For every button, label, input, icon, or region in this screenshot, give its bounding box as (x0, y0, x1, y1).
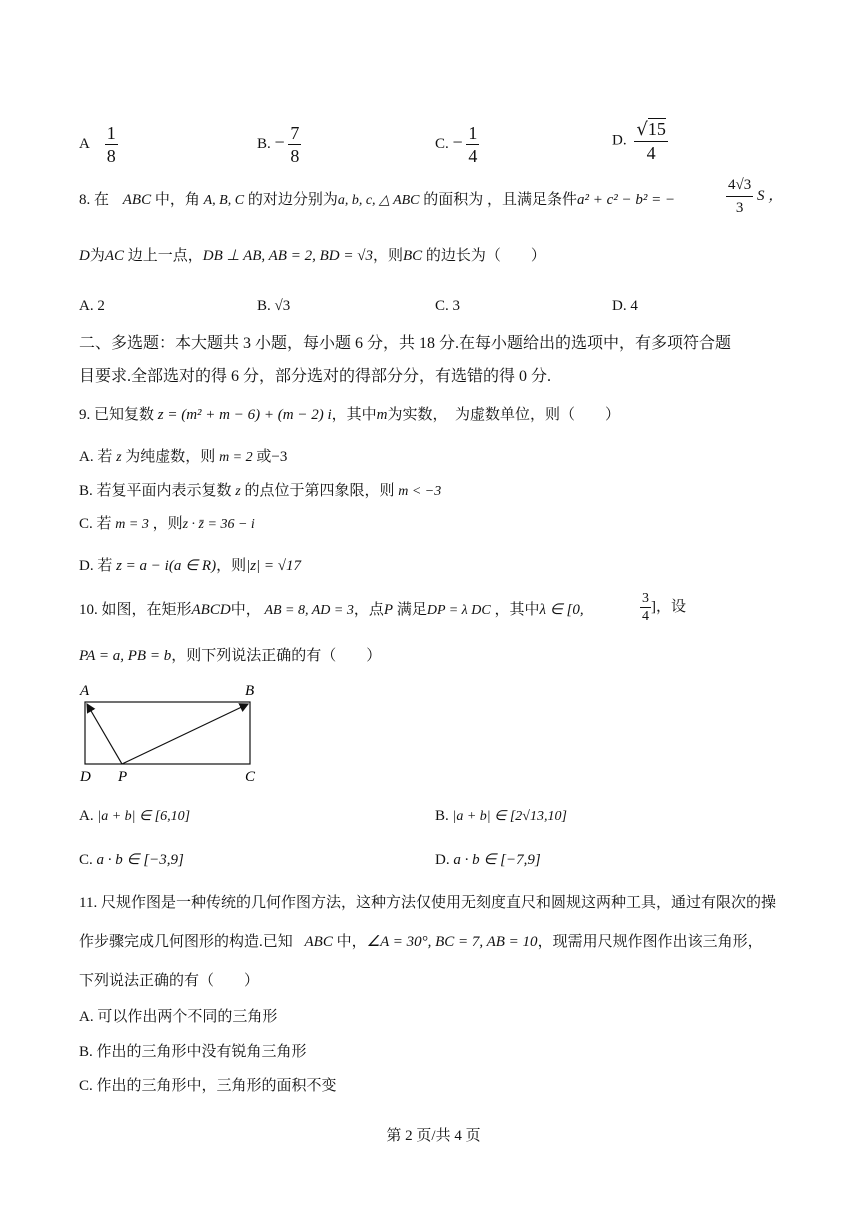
math: ∠A = 30°, BC = 7, AB = 10 (366, 934, 538, 950)
math: D (79, 248, 90, 264)
rectangle-abcd (85, 702, 250, 764)
text: C. 若 (79, 516, 112, 532)
numerator: 1 (106, 123, 116, 143)
math: A, B, C (203, 193, 245, 208)
option-label: B. (257, 298, 271, 314)
q10-stem-line1 (79, 600, 584, 621)
text: 为纯虚数，则 (125, 449, 216, 465)
math: AC (104, 248, 125, 264)
denominator: 8 (106, 146, 116, 166)
q8-stem-line1 (79, 190, 675, 211)
text: ，则 (152, 516, 183, 532)
q11-stem-line2 (79, 932, 763, 952)
q10-option-a (79, 806, 190, 827)
math: BC (402, 248, 423, 264)
math: λ ∈ [0, (539, 602, 584, 618)
q8-option-c: C. 3 (435, 298, 461, 314)
math: z = (m² + m − 6) + (m − 2) i (157, 407, 332, 423)
text: ，其中 (331, 407, 377, 423)
text: 的面积为 ，且满足条件 (423, 192, 578, 208)
numerator: √15 (636, 119, 666, 140)
text: 为 (89, 248, 105, 264)
denominator: 4 (468, 146, 478, 166)
q9-option-b (79, 481, 441, 502)
option-label: C. (435, 135, 449, 152)
radicand: 15 (647, 119, 666, 139)
label-d: D (80, 769, 91, 785)
fraction (288, 122, 301, 167)
option-label: B. (257, 135, 271, 152)
minus-sign: − (274, 131, 285, 152)
option-label: A (79, 135, 90, 152)
vector-pb (122, 704, 248, 764)
denominator: 4 (642, 609, 649, 624)
option-label: D. (612, 132, 627, 149)
text: 的对边分别为 (247, 192, 338, 208)
text: 为实数， 为虚数单位，则（ ） (387, 407, 620, 423)
text: 中，角 (154, 192, 200, 208)
math: ABCD (191, 602, 231, 618)
q11-option-b: B. 作出的三角形中没有锐角三角形 (79, 1044, 307, 1060)
fraction (640, 590, 651, 625)
math: −3 (271, 449, 288, 465)
minus-sign: − (452, 131, 463, 152)
option-label: C. (79, 852, 93, 868)
q9-option-a (79, 447, 287, 468)
math: S ， (756, 187, 784, 204)
q8-option-b (257, 296, 290, 316)
q10-stem-fraction (640, 590, 686, 625)
text: 10. 如图，在矩形 (79, 602, 192, 618)
numerator: 7 (290, 123, 300, 143)
math: m (376, 407, 388, 423)
math: ABC (122, 192, 152, 208)
q7-option-a (79, 122, 118, 167)
q9-option-c (79, 514, 255, 535)
numerator: 4√3 (726, 174, 753, 197)
q11-option-c: C. 作出的三角形中，三角形的面积不变 (79, 1078, 337, 1094)
label-c: C (245, 769, 256, 785)
q9-stem (79, 405, 620, 425)
fraction (105, 122, 118, 167)
q10-option-b (435, 806, 567, 827)
text: 的点位于第四象限，则 (244, 483, 395, 499)
vector-pa (87, 704, 122, 764)
page-footer: 第 2 页/共 4 页 (386, 1128, 481, 1144)
q8-fraction (726, 174, 783, 219)
text: ，点 (353, 602, 384, 618)
q8-stem-line2 (79, 246, 546, 266)
text: ，则下列说法正确的有（ ） (171, 648, 382, 664)
q11-stem-line3: 下列说法正确的有（ ） (79, 973, 260, 989)
text: 或 (256, 449, 272, 465)
text: 中， (230, 602, 261, 618)
q7-option-c (435, 122, 479, 167)
option-label: B. (435, 808, 449, 824)
fraction (466, 122, 479, 167)
text: 9. 已知复数 (79, 407, 155, 423)
q11-option-a: A. 可以作出两个不同的三角形 (79, 1009, 278, 1025)
fraction (634, 118, 667, 164)
math: DB ⊥ AB, AB = 2, BD = √3 (202, 248, 373, 264)
text: 的边长为（ ） (425, 248, 546, 264)
numerator: 3 (642, 591, 649, 606)
math: z (116, 450, 122, 465)
section-heading-line1: 二、多选题：本大题共 3 小题，每小题 6 分，共 18 分.在每小题给出的选项中，有多项符合题 (79, 335, 732, 352)
math: a, b, c, △ ABC (337, 193, 420, 208)
math: a · b ∈ [−7,9] (453, 852, 541, 868)
option-label: A. (79, 808, 94, 824)
math: z = a − i(a ∈ R) (116, 558, 217, 574)
math: m < −3 (398, 484, 442, 499)
numerator: 1 (468, 123, 478, 143)
text: ，设 (656, 598, 687, 615)
math: z · z̄ = 36 − i (182, 517, 255, 532)
q8-option-a: A. 2 (79, 298, 105, 314)
text: 满足 (396, 602, 427, 618)
text: ，其中 (494, 602, 540, 618)
q10-option-d (435, 850, 541, 870)
fraction (726, 174, 753, 219)
math: ABC (304, 934, 333, 950)
q11-stem-line1: 11. 尺规作图是一种传统的几何作图方法，这种方法仅使用无刻度直尺和圆规这两种工具，通过有限次的操 (79, 895, 776, 911)
math: AB = 8, AD = 3 (264, 603, 354, 618)
section-heading-line2: 目要求.全部选对的得 6 分，部分选对的得部分分，有选错的得 0 分. (79, 368, 552, 385)
q9-option-d (79, 556, 301, 576)
math: z (235, 484, 241, 499)
text: 作步骤完成几何图形的构造.已知 (79, 934, 293, 950)
math: a · b ∈ [−3,9] (96, 852, 184, 868)
q10-option-c (79, 850, 184, 870)
text: D. 若 (79, 558, 113, 574)
text: ，现需用尺规作图作出该三角形， (537, 934, 763, 950)
text: B. 若复平面内表示复数 (79, 483, 232, 499)
math: ] (651, 598, 656, 615)
q8-option-d: D. 4 (612, 298, 638, 314)
label-p: P (118, 769, 128, 785)
text: ，则 (372, 248, 403, 264)
rectangle-figure (75, 680, 275, 790)
math: m = 3 (115, 517, 149, 532)
text: A. 若 (79, 449, 113, 465)
text: 8. 在 (79, 192, 110, 208)
math: DP = λ DC (426, 603, 491, 618)
denominator: 4 (646, 143, 656, 163)
math: |a + b| ∈ [6,10] (97, 809, 191, 824)
math: PA = a, PB = b (79, 648, 172, 664)
q7-option-d (612, 118, 668, 164)
label-a: A (80, 683, 90, 699)
q7-option-b (257, 122, 301, 167)
math: |z| = √17 (246, 558, 302, 574)
text: 边上一点， (127, 248, 203, 264)
math: a² + c² − b² = − (577, 192, 676, 208)
text: ，则 (216, 558, 247, 574)
label-b: B (245, 683, 255, 699)
text: 中， (336, 934, 367, 950)
math: m = 2 (219, 450, 253, 465)
math: |a + b| ∈ [2√13,10] (452, 809, 567, 824)
q10-stem-line2 (79, 646, 381, 666)
denominator: 8 (290, 146, 300, 166)
denominator: 3 (735, 200, 744, 216)
option-label: D. (435, 852, 450, 868)
math: √3 (274, 298, 291, 314)
math: P (383, 602, 394, 618)
